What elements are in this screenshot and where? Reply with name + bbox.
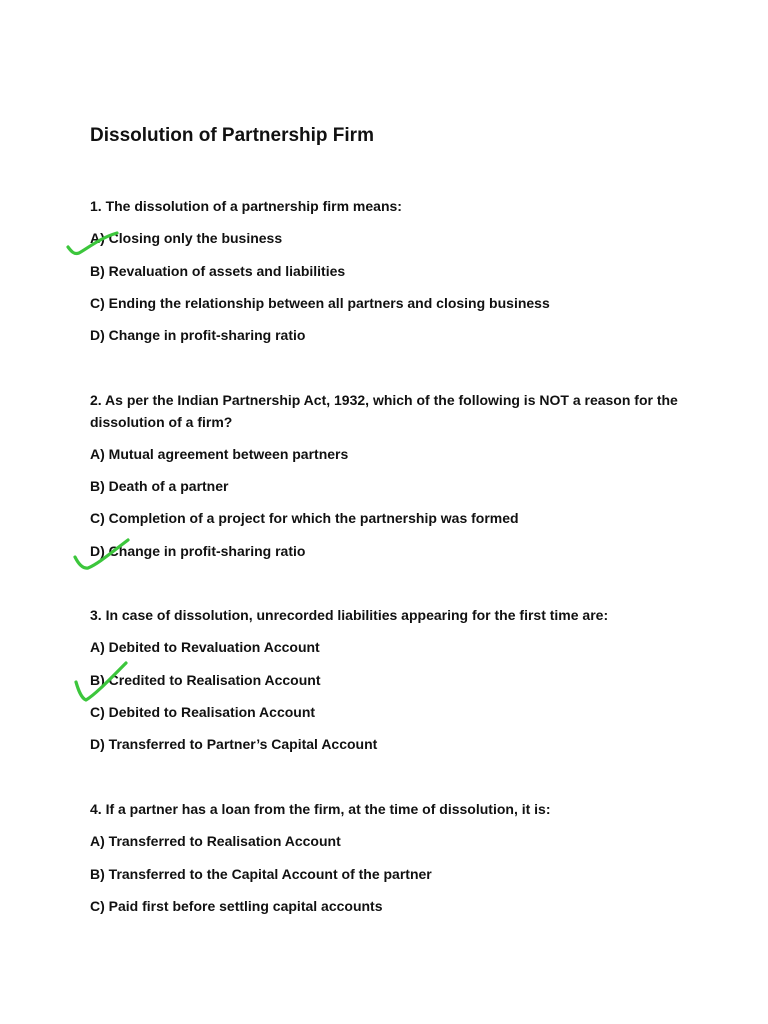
page-title: Dissolution of Partnership Firm	[90, 125, 374, 146]
question-2-option-b: B) Death of a partner	[90, 478, 229, 494]
question-4-option-b: B) Transferred to the Capital Account of the partner	[90, 866, 432, 882]
question-4-option-c: C) Paid first before settling capital accounts	[90, 898, 383, 914]
question-3-text: 3. In case of dissolution, unrecorded liabilities appearing for the first time are:	[90, 607, 609, 623]
question-1-text: 1. The dissolution of a partnership firm means:	[90, 198, 402, 214]
question-3-option-b: B) Credited to Realisation Account	[90, 672, 321, 688]
question-2-option-c: C) Completion of a project for which the partnership was formed	[90, 510, 519, 526]
question-3-option-c: C) Debited to Realisation Account	[90, 704, 316, 720]
question-1-option-c: C) Ending the relationship between all partners and closing business	[90, 295, 550, 311]
question-4-option-a: A) Transferred to Realisation Account	[90, 833, 341, 849]
question-1-option-a: A) Closing only the business	[90, 230, 283, 246]
question-3-option-d: D) Transferred to Partner’s Capital Account	[90, 736, 378, 752]
question-2-option-d: D) Change in profit-sharing ratio	[90, 543, 306, 559]
question-2-text: 2. As per the Indian Partnership Act, 1932, which of the following is NOT a reason for the dissolution of a firm?	[90, 392, 678, 430]
question-2-option-a: A) Mutual agreement between partners	[90, 446, 349, 462]
question-1-option-d: D) Change in profit-sharing ratio	[90, 327, 306, 343]
question-1-option-b: B) Revaluation of assets and liabilities	[90, 263, 346, 279]
question-3-option-a: A) Debited to Revaluation Account	[90, 639, 320, 655]
question-4-text: 4. If a partner has a loan from the firm, at the time of dissolution, it is:	[90, 801, 551, 817]
